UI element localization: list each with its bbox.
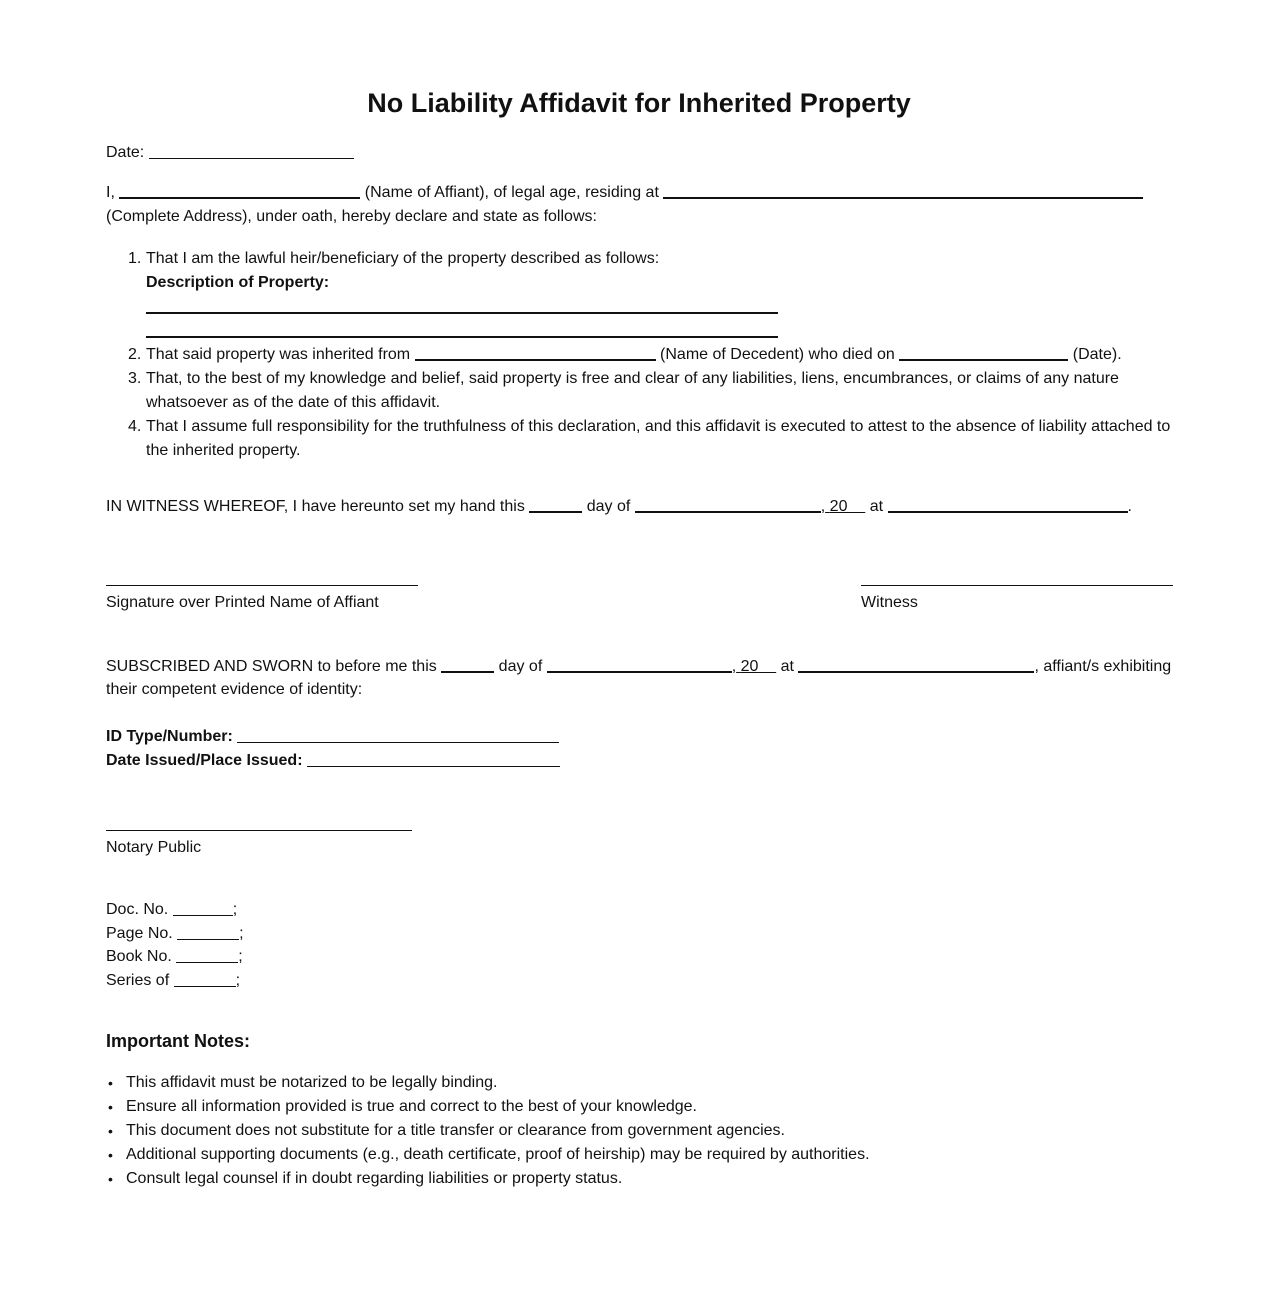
id-issued-label: Date Issued/Place Issued: [106,752,303,769]
jurat-d: at [780,658,794,675]
series-label: Series of [106,972,170,989]
doc-no-end: ; [232,901,238,918]
property-description-blank-2[interactable] [146,336,778,338]
item-4-line-2: the inherited property. [146,442,301,459]
witness-place-blank[interactable] [888,495,1128,513]
property-description-blank-1[interactable] [146,312,778,314]
jurat-year-prefix: 20 [740,658,759,675]
document-title: No Liability Affidavit for Inherited Property [367,88,911,118]
item-1-text: That I am the lawful heir/beneficiary of the property described as follows: [146,250,660,267]
jurat-b: day of [498,658,543,675]
property-description-label: Description of Property: [146,274,330,291]
witness-clause-d: at [869,498,884,515]
jurat-month-blank[interactable] [547,655,732,673]
jurat-c: , [731,658,737,675]
item-2-text [146,343,1122,367]
affiant-line [106,181,1143,205]
witness-signature-line[interactable] [861,585,1173,586]
witness-clause [106,495,1132,519]
doc-no-blank[interactable] [173,899,233,916]
item-3-number: 3. [128,370,142,387]
jurat-line-2: their competent evidence of identity: [106,681,363,698]
page-no-end: ; [239,925,244,942]
item-2-text-a: That said property was inherited from [146,346,411,363]
item-2-text-c: (Date). [1072,346,1122,363]
notary-label: Notary Public [106,839,202,856]
jurat-day-blank[interactable] [441,655,494,673]
witness-clause-c: , [820,498,826,515]
page-no-blank[interactable] [177,923,239,940]
notes-heading: Important Notes: [106,1031,250,1051]
page-no-label: Page No. [106,925,173,942]
note-item: This affidavit must be notarized to be legally binding. [126,1074,498,1091]
note-item: Ensure all information provided is true and correct to the best of your knowledge. [126,1098,697,1115]
bullet-glyph: • [108,1075,113,1091]
affiant-signature-line[interactable] [106,585,418,586]
item-3-line-1: That, to the best of my knowledge and belief, said property is free and clear of any liabilities, liens, encumbrances, or claims of any nature [146,370,1119,387]
item-4-number: 4. [128,418,142,435]
item-3-line-2: whatsoever as of the date of this affidavit. [146,394,441,411]
bullet-glyph: • [108,1171,113,1187]
witness-day-blank[interactable] [529,495,582,513]
book-no-label: Book No. [106,948,172,965]
witness-year-prefix: 20 [829,498,848,515]
book-no-line [106,945,243,969]
bullet-glyph: • [108,1123,113,1139]
notary-signature-line[interactable] [106,830,412,831]
affiant-name-blank[interactable] [119,181,360,199]
affiant-name-hint: (Name of Affiant), of legal age, residing at [364,184,659,201]
death-date-blank[interactable] [899,343,1068,361]
id-type-label: ID Type/Number: [106,728,233,745]
date-blank[interactable] [149,142,354,159]
doc-no-line [106,898,237,922]
decedent-name-blank[interactable] [415,343,656,361]
doc-no-label: Doc. No. [106,901,169,918]
date-line [106,141,354,165]
id-issued-line [106,749,560,773]
witness-clause-b: day of [586,498,631,515]
note-item: Additional supporting documents (e.g., death certificate, proof of heirship) may be required by authorities. [126,1146,870,1163]
book-no-end: ; [238,948,243,965]
id-type-blank[interactable] [237,726,559,743]
item-4-line-1: That I assume full responsibility for the truthfulness of this declaration, and this affidavit is executed to attest to the absence of liability attached to [146,418,1171,435]
item-2-number: 2. [128,346,142,363]
date-label: Date: [106,144,145,161]
bullet-glyph: • [108,1099,113,1115]
jurat-line-1 [106,655,1171,679]
page-no-line [106,922,244,946]
item-1-number: 1. [128,250,142,267]
jurat-e: , affiant/s exhibiting [1034,658,1172,675]
note-item: This document does not substitute for a title transfer or clearance from government agencies. [126,1122,785,1139]
series-line [106,969,240,993]
bullet-glyph: • [108,1147,113,1163]
witness-clause-a: IN WITNESS WHEREOF, I have hereunto set my hand this [106,498,525,515]
id-issued-blank[interactable] [307,750,560,767]
book-no-blank[interactable] [176,946,238,963]
id-type-line [106,725,559,749]
series-end: ; [235,972,241,989]
witness-month-blank[interactable] [635,495,821,513]
note-item: Consult legal counsel if in doubt regarding liabilities or property status. [126,1170,623,1187]
intro-line-2: (Complete Address), under oath, hereby declare and state as follows: [106,208,597,225]
witness-signature-label: Witness [861,594,918,611]
address-blank[interactable] [663,181,1143,199]
intro-prefix: I, [106,184,115,201]
jurat-a: SUBSCRIBED AND SWORN to before me this [106,658,437,675]
series-blank[interactable] [174,970,236,987]
witness-clause-e: . [1127,498,1132,515]
affiant-signature-label: Signature over Printed Name of Affiant [106,594,379,611]
item-2-text-b: (Name of Decedent) who died on [660,346,895,363]
jurat-place-blank[interactable] [798,655,1034,673]
